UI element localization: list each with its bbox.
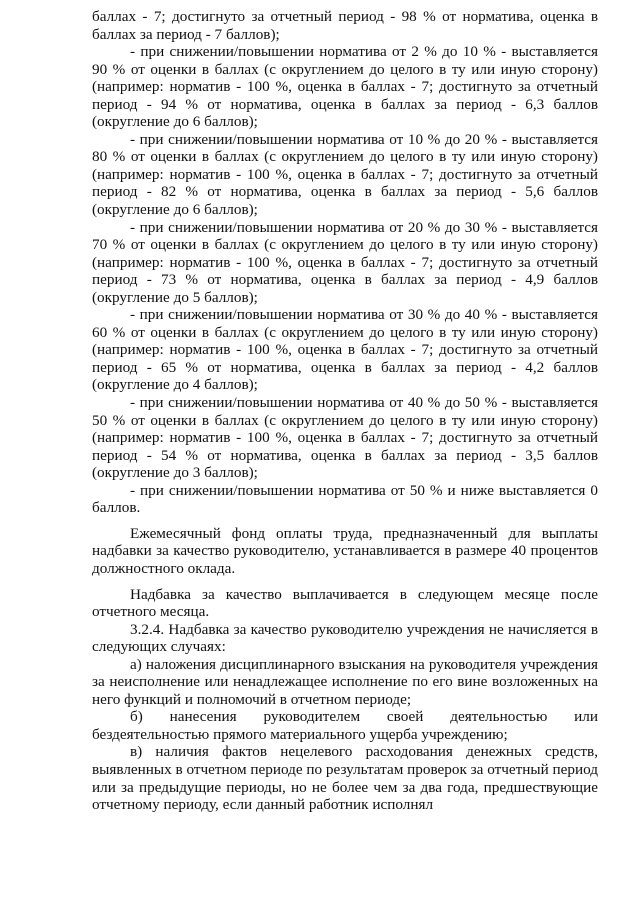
- paragraph-payment-timing: Надбавка за качество выплачивается в следующем месяце после отчетного месяца.: [92, 585, 598, 621]
- paragraph-monthly-fund: Ежемесячный фонд оплаты труда, предназначенный для выплаты надбавки за качество руководителю, устанавливается в размере 40 процентов должностного оклада.: [92, 524, 598, 577]
- paragraph-case-v: в) наличия фактов нецелевого расходования денежных средств, выявленных в отчетном периоде по результатам проверок за отчетный период или за предыдущие периоды, но не более чем за два года, предшествующие отчетному периоду, если данный работник исполнял: [92, 743, 598, 814]
- paragraph-rule-2-10: - при снижении/повышении норматива от 2 % до 10 % - выставляется 90 % от оценки в баллах (с округлением до целого в ту или иную сторону) (например: норматив - 100 %, оценка в баллах - 7; достигнуто за отчетный период - 94 % от норматива, оценка в баллах за период - 6,3 баллов (округление до 6 баллов);: [92, 43, 598, 131]
- paragraph-case-a: а) наложения дисциплинарного взыскания на руководителя учреждения за неисполнение или ненадлежащее исполнение по его вине возложенных на него функций и полномочий в отчетном периоде;: [92, 655, 598, 708]
- paragraph-rule-20-30: - при снижении/повышении норматива от 20 % до 30 % - выставляется 70 % от оценки в баллах (с округлением до целого в ту или иную сторону) (например: норматив - 100 %, оценка в баллах - 7; достигнуто за отчетный период - 73 % от норматива, оценка в баллах за период - 4,9 баллов (округление до 5 баллов);: [92, 218, 598, 306]
- paragraph-continuation: баллах - 7; достигнуто за отчетный период - 98 % от норматива, оценка в баллах за период - 7 баллов);: [92, 8, 598, 43]
- paragraph-rule-50-below: - при снижении/повышении норматива от 50 % и ниже выставляется 0 баллов.: [92, 481, 598, 517]
- paragraph-rule-30-40: - при снижении/повышении норматива от 30 % до 40 % - выставляется 60 % от оценки в баллах (с округлением до целого в ту или иную сторону) (например: норматив - 100 %, оценка в баллах - 7; достигнуто за отчетный период - 65 % от норматива, оценка в баллах за период - 4,2 баллов (округление до 4 баллов);: [92, 306, 598, 394]
- document-page: [92, 8, 598, 814]
- paragraph-section-3-2-4: 3.2.4. Надбавка за качество руководителю учреждения не начисляется в следующих случаях:: [92, 620, 598, 656]
- paragraph-case-b: б) нанесения руководителем своей деятельностью или бездеятельностью прямого материального ущерба учреждению;: [92, 708, 598, 743]
- paragraph-rule-40-50: - при снижении/повышении норматива от 40 % до 50 % - выставляется 50 % от оценки в баллах (с округлением до целого в ту или иную сторону) (например: норматив - 100 %, оценка в баллах - 7; достигнуто за отчетный период - 54 % от норматива, оценка в баллах за период - 3,5 баллов (округление до 3 баллов);: [92, 394, 598, 482]
- paragraph-rule-10-20: - при снижении/повышении норматива от 10 % до 20 % - выставляется 80 % от оценки в баллах (с округлением до целого в ту или иную сторону) (например: норматив - 100 %, оценка в баллах - 7; достигнуто за отчетный период - 82 % от норматива, оценка в баллах за период - 5,6 баллов (округление до 6 баллов);: [92, 130, 598, 219]
